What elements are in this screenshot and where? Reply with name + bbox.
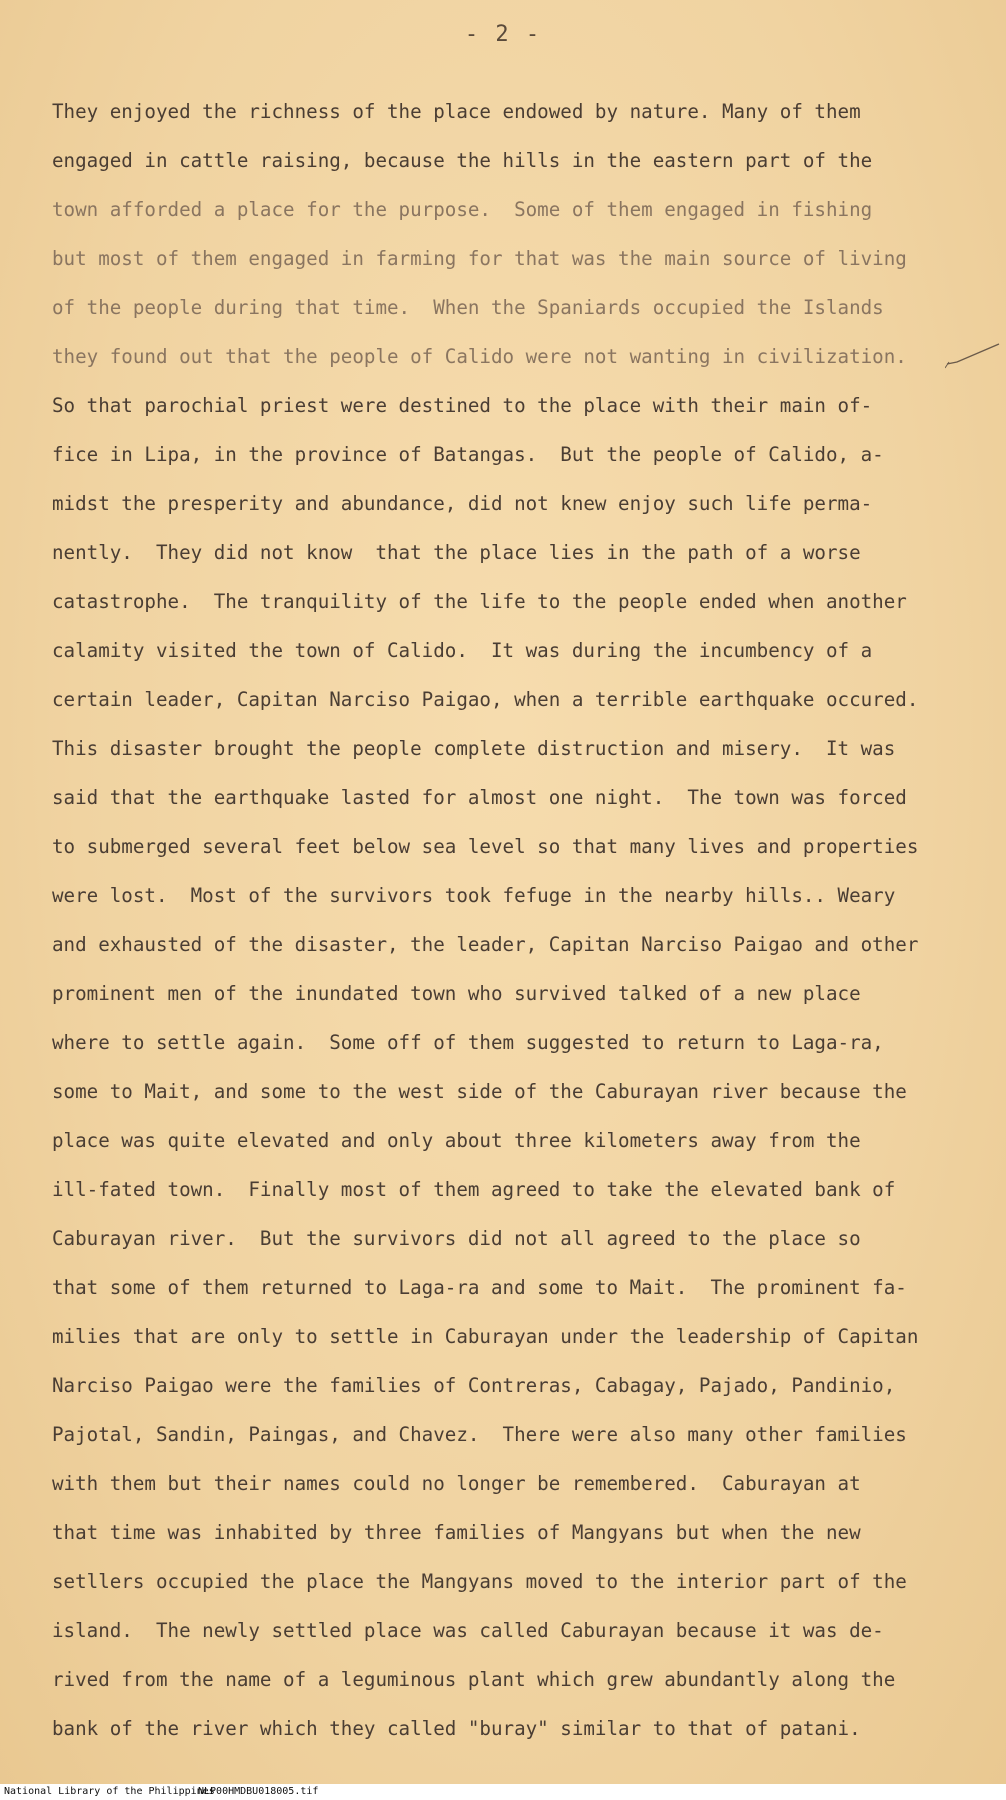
text-line: Narciso Paigao were the families of Contreras, Cabagay, Pajado, Pandinio, — [52, 1374, 896, 1397]
text-line: town afforded a place for the purpose. Some of them engaged in fishing — [52, 198, 873, 221]
text-line: that time was inhabited by three families of Mangyans but when the new — [52, 1521, 861, 1544]
text-line: So that parochial priest were destined to the place with their main of- — [52, 394, 873, 417]
text-line: fice in Lipa, in the province of Batangas. But the people of Calido, a- — [52, 443, 884, 466]
text-line: they found out that the people of Calido were not wanting in civilization. — [52, 345, 907, 368]
text-line: certain leader, Capitan Narciso Paigao, when a terrible earthquake occured. — [52, 688, 919, 711]
text-line: catastrophe. The tranquility of the life to the people ended when another — [52, 590, 907, 613]
text-line: that some of them returned to Laga-ra and some to Mait. The prominent fa- — [52, 1276, 907, 1299]
text-line: nently. They did not know that the place lies in the path of a worse — [52, 541, 861, 564]
text-line: engaged in cattle raising, because the hills in the eastern part of the — [52, 149, 873, 172]
text-line: This disaster brought the people complete distruction and misery. It was — [52, 737, 896, 760]
text-line: to submerged several feet below sea level so that many lives and properties — [52, 835, 919, 858]
text-line: rived from the name of a leguminous plant which grew abundantly along the — [52, 1668, 896, 1691]
page-number: - 2 - — [464, 22, 542, 47]
scan-footer — [0, 1784, 1006, 1800]
text-line: prominent men of the inundated town who survived talked of a new place — [52, 982, 861, 1005]
margin-pencil-mark — [945, 342, 1001, 370]
text-line: bank of the river which they called "buray" similar to that of patani. — [52, 1717, 861, 1740]
text-line: where to settle again. Some off of them suggested to return to Laga-ra, — [52, 1031, 884, 1054]
text-line: They enjoyed the richness of the place endowed by nature. Many of them — [52, 100, 861, 123]
text-line: calamity visited the town of Calido. It was during the incumbency of a — [52, 639, 873, 662]
text-line: Caburayan river. But the survivors did not all agreed to the place so — [52, 1227, 861, 1250]
text-line: midst the presperity and abundance, did not knew enjoy such life perma- — [52, 492, 873, 515]
text-line: with them but their names could no longer be remembered. Caburayan at — [52, 1472, 861, 1495]
text-line: Pajotal, Sandin, Paingas, and Chavez. There were also many other families — [52, 1423, 907, 1446]
footer-filename: NLP00HMDBU018005.tif — [198, 1786, 319, 1797]
text-line: of the people during that time. When the Spaniards occupied the Islands — [52, 296, 884, 319]
text-line: some to Mait, and some to the west side of the Caburayan river because the — [52, 1080, 907, 1103]
text-line: and exhausted of the disaster, the leader, Capitan Narciso Paigao and other — [52, 933, 919, 956]
document-body — [52, 92, 992, 1758]
text-line: place was quite elevated and only about three kilometers away from the — [52, 1129, 861, 1152]
text-line: ill-fated town. Finally most of them agreed to take the elevated bank of — [52, 1178, 896, 1201]
text-line: but most of them engaged in farming for that was the main source of living — [52, 247, 907, 270]
text-line: said that the earthquake lasted for almost one night. The town was forced — [52, 786, 907, 809]
text-line: were lost. Most of the survivors took fefuge in the nearby hills.. Weary — [52, 884, 896, 907]
text-line: setllers occupied the place the Mangyans moved to the interior part of the — [52, 1570, 907, 1593]
footer-library-name: National Library of the Philippines — [4, 1786, 215, 1797]
text-line: island. The newly settled place was called Caburayan because it was de- — [52, 1619, 884, 1642]
text-line: milies that are only to settle in Caburayan under the leadership of Capitan — [52, 1325, 919, 1348]
